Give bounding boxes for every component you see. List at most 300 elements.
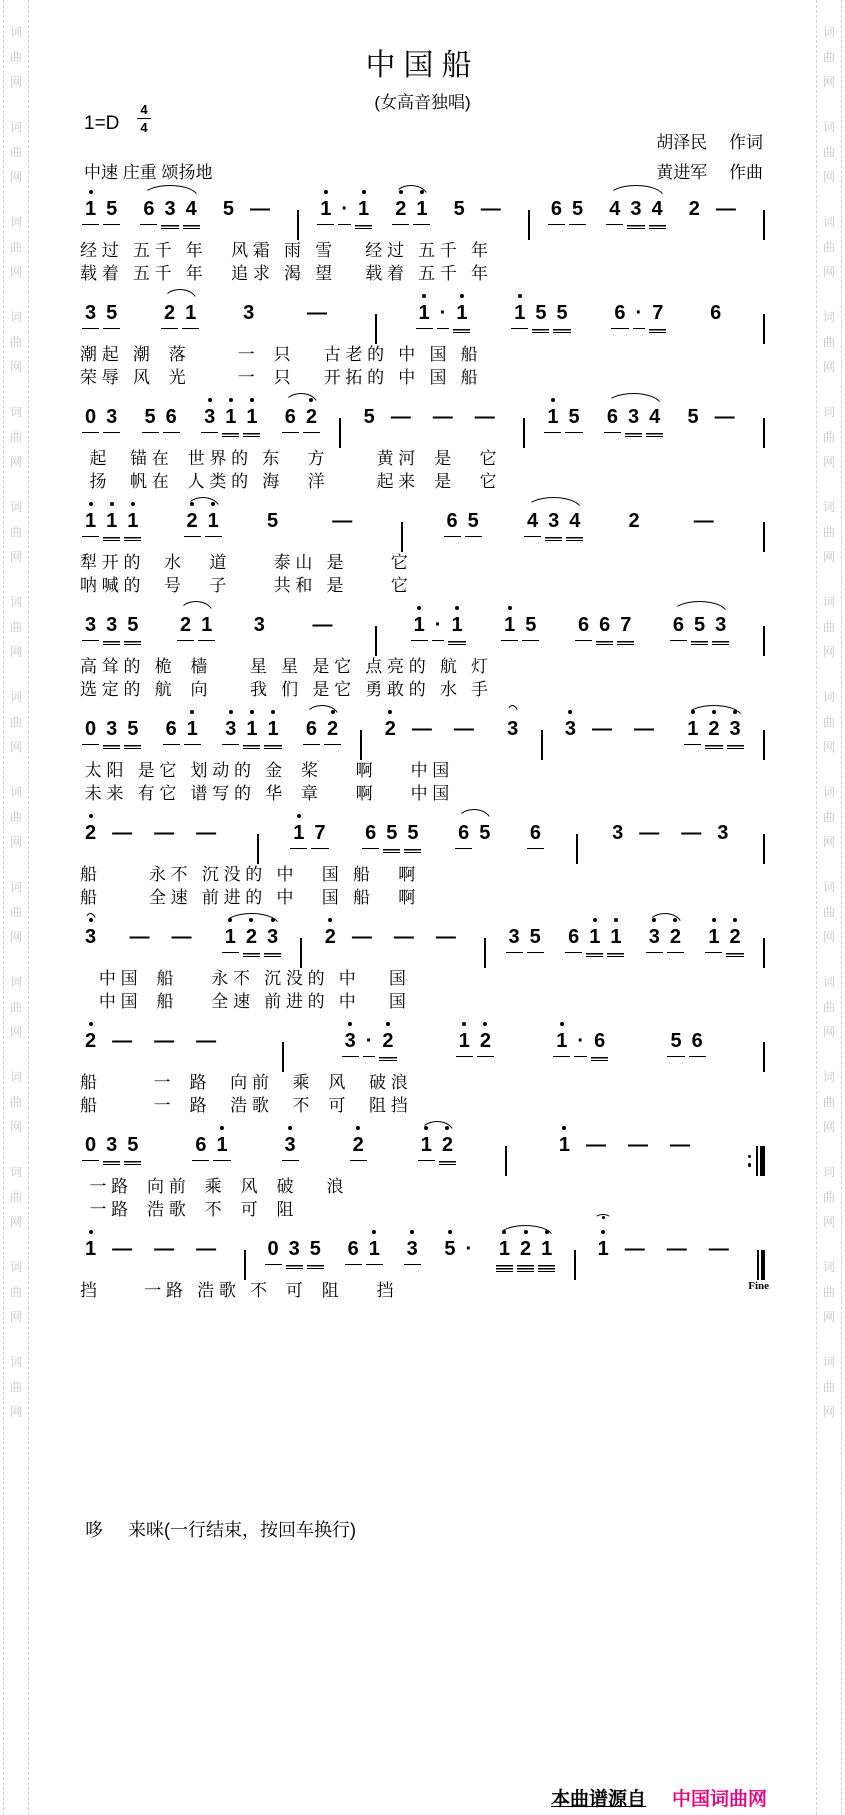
barline-thin — [763, 626, 765, 656]
note: — — [634, 718, 654, 740]
note: 2 — [322, 926, 339, 949]
barline — [257, 834, 259, 864]
octave-dot-icon — [89, 814, 93, 818]
octave-dot-icon — [208, 398, 212, 402]
octave-dot-icon — [460, 294, 464, 298]
octave-dot-icon — [733, 710, 737, 714]
note: 1 — [198, 614, 215, 641]
watermark-text: 词 曲 网 — [9, 785, 22, 849]
note: 1 — [413, 198, 430, 225]
watermark-text: 词 曲 网 — [822, 880, 835, 944]
watermark-text: 词 曲 网 — [822, 975, 835, 1039]
barline-thin — [297, 210, 299, 240]
barline-thick — [761, 1250, 766, 1280]
octave-dot-icon — [271, 710, 275, 714]
note: 6 — [591, 1030, 608, 1061]
note-group — [546, 198, 588, 225]
watermark-text: 词 曲 网 — [822, 595, 835, 659]
editor-hint-text: 哆 来咪(一行结束，按回车换行) — [85, 1520, 356, 1540]
note: 4 — [183, 198, 200, 229]
note-line — [80, 807, 765, 863]
note: 6 — [140, 198, 157, 225]
watermark-text: 词 曲 网 — [822, 1355, 835, 1419]
note: 3 — [82, 926, 99, 949]
note: 6 — [611, 302, 628, 329]
note: 3 — [253, 614, 265, 636]
note: 3 — [82, 302, 99, 329]
note: 3 — [82, 614, 99, 641]
lyric-line: 太 阳 是 它 划 动 的 金 桨 啊 中 国 — [80, 761, 450, 780]
note: — — [666, 1238, 687, 1260]
octave-dot-icon — [271, 918, 275, 922]
note-group — [140, 406, 182, 433]
barline-thin — [244, 1250, 246, 1280]
note-group — [80, 822, 227, 845]
octave-dot-icon — [518, 294, 522, 298]
octave-dot-icon — [691, 710, 695, 714]
note-group — [80, 302, 122, 329]
note-group — [301, 718, 343, 745]
note-group — [609, 302, 668, 333]
note: 1 — [264, 718, 281, 749]
note: — — [624, 1238, 645, 1260]
lyric-line: 扬 帆 在 人 类 的 海 洋 起 来 是 它 — [80, 472, 497, 491]
note: — — [112, 1030, 133, 1052]
note: 5 — [667, 1030, 684, 1057]
barline — [763, 626, 765, 656]
note-group — [453, 822, 495, 849]
note: 6 — [596, 614, 613, 645]
note: — — [639, 822, 660, 844]
note-group — [249, 614, 270, 637]
note-line — [80, 287, 765, 343]
octave-dot-icon — [508, 606, 512, 610]
note: 1 — [418, 1134, 435, 1161]
note: 3 — [404, 1238, 421, 1265]
note: 1 — [595, 1238, 612, 1261]
note: 5 — [103, 302, 120, 329]
slur-arc-icon — [608, 185, 663, 197]
note-group — [380, 718, 485, 741]
barline-thin — [375, 626, 377, 656]
note-group — [80, 614, 143, 645]
note: 5 — [553, 302, 570, 333]
barline-thin — [763, 1042, 765, 1072]
note: 1 — [453, 302, 470, 333]
note-group — [301, 614, 343, 637]
note: 1 — [511, 302, 528, 329]
octave-dot-icon — [229, 710, 233, 714]
score-system — [80, 911, 765, 1015]
slur-arc-icon — [163, 289, 197, 301]
octave-dot-icon — [89, 1230, 93, 1234]
note: 6 — [345, 1238, 362, 1265]
key-value: 1=D — [84, 113, 120, 134]
note: 2 — [82, 1030, 99, 1053]
note: 5 — [532, 302, 549, 333]
note: — — [393, 926, 414, 948]
note: 1 — [553, 1030, 570, 1057]
note: 3 — [161, 198, 178, 229]
watermark-text: 词 曲 网 — [9, 1165, 22, 1229]
note: — — [390, 406, 411, 428]
note: 5 — [691, 614, 708, 645]
note: 3 — [103, 1134, 120, 1165]
note-group — [683, 510, 725, 533]
note: — — [129, 926, 150, 948]
note: — — [351, 926, 372, 948]
watermark-text: 词 曲 网 — [822, 1260, 835, 1324]
watermark-text: 词 曲 网 — [9, 25, 22, 89]
octave-dot-icon — [560, 1022, 564, 1026]
barline-thin — [282, 1042, 284, 1072]
watermark-text: 词 曲 网 — [822, 120, 835, 184]
note: 4 — [646, 406, 663, 437]
octave-dot-icon — [448, 1230, 452, 1234]
note: 1 — [684, 718, 701, 745]
watermark-text: 词 曲 网 — [9, 215, 22, 279]
octave-dot-icon — [348, 1022, 352, 1026]
barline-thin — [375, 314, 377, 344]
repeat-end-barline — [748, 1146, 765, 1176]
lyric-line: 未 来 有 它 谱 写 的 华 章 啊 中 国 — [80, 784, 450, 803]
note-group — [414, 302, 473, 333]
note: 5 — [404, 822, 421, 853]
octave-dot-icon — [562, 1126, 566, 1130]
note-group — [315, 198, 374, 229]
note: 1 — [222, 926, 239, 953]
note: 3 — [717, 822, 729, 844]
note: 3 — [103, 718, 120, 749]
note: — — [435, 926, 456, 948]
octave-dot-icon — [386, 1022, 390, 1026]
note-group — [551, 1030, 610, 1061]
note: 2 — [477, 1030, 494, 1057]
note: 5 — [124, 718, 141, 749]
note: 3 — [201, 406, 218, 433]
note: · — [437, 302, 450, 329]
note-group — [80, 926, 101, 949]
note-group — [220, 718, 283, 749]
note: 2 — [324, 718, 341, 745]
octave-dot-icon — [483, 1022, 487, 1026]
note-group — [560, 718, 665, 741]
note: 2 — [628, 510, 640, 532]
time-signature — [137, 103, 150, 134]
note: 0 — [82, 718, 99, 745]
lyric-line: 一 路 浩 歌 不 可 阻 — [80, 1200, 294, 1219]
note: — — [196, 822, 217, 844]
octave-dot-icon — [733, 918, 737, 922]
barline-thin — [576, 834, 578, 864]
note: 1 — [82, 198, 99, 225]
note: 2 — [705, 718, 722, 749]
note: 1 — [82, 510, 99, 537]
note: — — [332, 510, 353, 532]
octave-dot-icon — [399, 190, 403, 194]
octave-dot-icon — [424, 1126, 428, 1130]
note: 3 — [612, 822, 624, 844]
octave-dot-icon — [455, 606, 459, 610]
note-group — [522, 510, 585, 541]
note: 6 — [575, 614, 592, 641]
note: 1 — [448, 614, 465, 645]
watermark-text: 词 曲 网 — [822, 690, 835, 754]
score-system — [80, 807, 765, 911]
watermark-text: 词 曲 网 — [9, 500, 22, 564]
octave-dot-icon — [131, 502, 135, 506]
lyric-line: 船 全 速 前 进 的 中 国 船 啊 — [80, 888, 416, 907]
song-title: 中国船 — [365, 49, 480, 82]
octave-dot-icon — [356, 1126, 360, 1130]
note: 2 — [303, 406, 320, 433]
note: — — [112, 1238, 133, 1260]
lyric-line: 中 国 船 永 不 沉 没 的 中 国 — [80, 969, 406, 988]
octave-dot-icon — [420, 190, 424, 194]
octave-dot-icon — [190, 502, 194, 506]
note: 6 — [565, 926, 582, 953]
note: 1 — [544, 406, 561, 433]
barline-thin — [257, 834, 259, 864]
note-group — [442, 510, 484, 537]
note: 6 — [192, 1134, 209, 1161]
octave-dot-icon — [462, 1022, 466, 1026]
note: 1 — [222, 406, 239, 437]
note: 3 — [727, 718, 744, 749]
note: 6 — [282, 406, 299, 433]
note-group — [602, 406, 665, 437]
barline — [763, 210, 765, 240]
note-group — [542, 406, 584, 433]
note-group — [604, 198, 667, 229]
score-system — [80, 495, 765, 599]
note: 3 — [506, 926, 523, 953]
score-system — [80, 703, 765, 807]
note: — — [585, 1134, 606, 1156]
octave-dot-icon — [388, 710, 392, 714]
repeat-dot — [748, 1155, 752, 1159]
note: 1 — [366, 1238, 383, 1265]
note-group — [509, 302, 572, 333]
octave-dot-icon — [410, 1230, 414, 1234]
lyric-line: 挡 一 路 浩 歌 不 可 阻 挡 — [80, 1281, 394, 1300]
watermark-right — [816, 0, 842, 1815]
note: 1 — [355, 198, 372, 229]
note-group — [665, 1030, 707, 1057]
note-group — [80, 198, 122, 225]
note-group — [573, 614, 636, 645]
note-group — [340, 1030, 399, 1061]
score-system — [80, 183, 765, 287]
note: 3 — [562, 718, 579, 741]
octave-dot-icon — [524, 1230, 528, 1234]
note: 1 — [705, 926, 722, 953]
barline — [297, 210, 299, 240]
note-group — [554, 1134, 701, 1157]
note: 1 — [317, 198, 334, 225]
note-group — [190, 1134, 232, 1161]
note: 5 — [142, 406, 159, 433]
watermark-text: 词 曲 网 — [9, 1260, 22, 1324]
note: 5 — [687, 406, 699, 428]
barline-thin — [763, 834, 765, 864]
octave-dot-icon — [220, 1126, 224, 1130]
note-group — [705, 302, 726, 325]
note-group — [280, 406, 322, 433]
note: 3 — [103, 614, 120, 645]
note: 7 — [311, 822, 328, 849]
tempo-marking: 中速 庄重 颂扬地 — [84, 163, 213, 182]
octave-dot-icon — [712, 918, 716, 922]
note: 3 — [646, 926, 663, 953]
note: 2 — [82, 822, 99, 845]
octave-dot-icon — [324, 190, 328, 194]
source-site-link[interactable]: 中国词曲网 — [671, 1789, 767, 1810]
octave-dot-icon — [614, 918, 618, 922]
note: 3 — [342, 1030, 359, 1057]
watermark-text: 词 曲 网 — [9, 405, 22, 469]
note-group — [502, 718, 523, 741]
octave-dot-icon — [445, 1126, 449, 1130]
note: 0 — [82, 1134, 99, 1161]
note-group — [262, 510, 283, 533]
barline-thin — [505, 1146, 507, 1176]
barline-thin — [757, 1250, 759, 1280]
note: 6 — [548, 198, 565, 225]
octave-dot-icon — [601, 1230, 605, 1234]
note-line — [80, 495, 765, 551]
barline-thin — [401, 522, 403, 552]
note: 6 — [163, 718, 180, 745]
note: · — [432, 614, 445, 641]
note: 0 — [82, 406, 99, 433]
note: 1 — [411, 614, 428, 641]
note: 1 — [538, 1238, 555, 1272]
note: 5 — [363, 406, 375, 428]
note: 4 — [524, 510, 541, 537]
octave-dot-icon — [211, 502, 215, 506]
barline — [244, 1250, 246, 1280]
note: 1 — [501, 614, 518, 641]
barline-thin — [763, 210, 765, 240]
note-group — [138, 198, 201, 229]
note: — — [480, 198, 501, 220]
note: 3 — [545, 510, 562, 541]
octave-dot-icon — [422, 294, 426, 298]
note: 2 — [439, 1134, 456, 1165]
note: — — [306, 302, 327, 324]
note: 6 — [604, 406, 621, 433]
barline-thin — [756, 1146, 758, 1176]
fermata-icon — [595, 1214, 612, 1224]
octave-dot-icon — [110, 502, 114, 506]
watermark-text: 词 曲 网 — [9, 1070, 22, 1134]
note: — — [171, 926, 192, 948]
note: 6 — [670, 614, 687, 641]
note: 4 — [606, 198, 623, 225]
note: 6 — [710, 302, 722, 324]
note: 1 — [82, 1238, 99, 1261]
lyric-line: 经 过 五 千 年 风 霜 雨 雪 经 过 五 千 年 — [80, 241, 489, 260]
note-group — [80, 718, 143, 749]
watermark-text: 词 曲 网 — [9, 120, 22, 184]
note-group — [390, 198, 432, 225]
barline — [375, 626, 377, 656]
source-attribution — [530, 1762, 767, 1815]
octave-dot-icon — [673, 918, 677, 922]
barline — [541, 730, 543, 760]
octave-dot-icon — [362, 190, 366, 194]
note: 7 — [649, 302, 666, 333]
note: 6 — [362, 822, 379, 849]
octave-dot-icon — [309, 398, 313, 402]
barline-thin — [523, 418, 525, 448]
barline-thin — [484, 938, 486, 968]
note: — — [669, 1134, 690, 1156]
slur-arc-icon — [142, 185, 197, 197]
note: 3 — [222, 718, 239, 745]
barline-thin — [528, 210, 530, 240]
note: 5 — [124, 1134, 141, 1165]
octave-dot-icon — [89, 918, 93, 922]
note-group — [238, 302, 259, 325]
key-signature — [84, 103, 151, 135]
repeat-dots-icon — [748, 1155, 752, 1167]
octave-dot-icon — [249, 918, 253, 922]
note-group — [703, 926, 745, 957]
octave-dot-icon — [250, 710, 254, 714]
note: 3 — [507, 718, 519, 740]
lyric-line: 犁 开 的 水 道 泰 山 是 它 — [80, 553, 408, 572]
lyric-line: 船 一 路 浩 歌 不 可 阻 挡 — [80, 1096, 408, 1115]
note: 1 — [182, 302, 199, 329]
note: 1 — [416, 302, 433, 329]
note: — — [681, 822, 702, 844]
octave-dot-icon — [228, 918, 232, 922]
lyric-line: 一 路 向 前 乘 风 破 浪 — [80, 1177, 344, 1196]
note: 7 — [617, 614, 634, 645]
slur-arc-icon — [526, 497, 581, 509]
note-line — [80, 183, 765, 239]
note: 5 — [453, 198, 465, 220]
lyric-line: 荣 辱 风 光 一 只 开 拓 的 中 国 船 — [80, 368, 478, 387]
octave-dot-icon — [297, 814, 301, 818]
note: 2 — [726, 926, 743, 957]
repeat-dot — [748, 1163, 752, 1167]
note: 6 — [527, 822, 544, 849]
watermark-text: 词 曲 网 — [9, 310, 22, 374]
note: 4 — [566, 510, 583, 541]
note-group — [343, 1238, 385, 1265]
note: — — [154, 1030, 175, 1052]
note-group — [159, 302, 201, 329]
source-prefix: 本曲谱源自 — [550, 1789, 646, 1810]
barline-thin — [300, 938, 302, 968]
barline — [339, 418, 341, 448]
score-system — [80, 1015, 765, 1119]
note-group — [360, 822, 423, 853]
note: 1 — [456, 1030, 473, 1057]
note: — — [312, 614, 333, 636]
note-group — [288, 822, 330, 849]
score-system — [80, 599, 765, 703]
watermark-text: 词 曲 网 — [822, 1070, 835, 1134]
barline — [484, 938, 486, 968]
note: 5 — [479, 822, 491, 844]
octave-dot-icon — [89, 1022, 93, 1026]
barline — [763, 418, 765, 448]
octave-dot-icon — [568, 710, 572, 714]
